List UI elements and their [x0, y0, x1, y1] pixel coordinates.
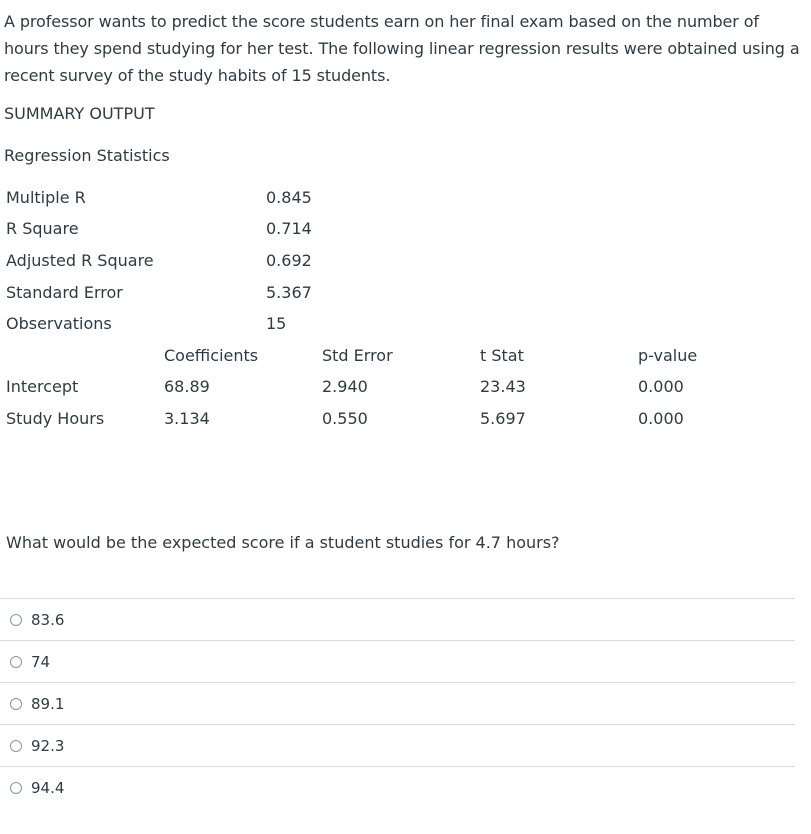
- coef-header-t-stat: t Stat: [480, 346, 524, 365]
- answer-choice[interactable]: [0, 598, 795, 640]
- coef-row-label-intercept: Intercept: [6, 377, 79, 396]
- stat-label-r-square: R Square: [6, 219, 79, 238]
- stat-label-observations: Observations: [6, 314, 112, 333]
- coef-intercept-p-value: 0.000: [638, 377, 684, 396]
- stat-value-standard-error: 5.367: [266, 283, 312, 302]
- stat-value-observations: 15: [266, 314, 287, 333]
- summary-output-title: SUMMARY OUTPUT: [4, 104, 155, 123]
- answer-choice[interactable]: [0, 640, 795, 682]
- question-intro: A professor wants to predict the score students earn on her final exam based on the number of hours they spend studying for her test. The following linear regression results were obtained using a recent survey of the study habits of 15 students.: [4, 12, 800, 85]
- answer-choice-label: 92.3: [31, 736, 65, 755]
- answer-choice-label: 83.6: [31, 610, 65, 629]
- radio-button[interactable]: [10, 782, 22, 794]
- radio-button[interactable]: [10, 740, 22, 752]
- coef-study-hours-std-error: 0.550: [322, 409, 368, 428]
- stat-value-multiple-r: 0.845: [266, 188, 312, 207]
- answer-choice[interactable]: [0, 766, 795, 808]
- coef-intercept-t-stat: 23.43: [480, 377, 526, 396]
- question-text: What would be the expected score if a student studies for 4.7 hours?: [6, 533, 560, 552]
- coef-intercept-std-error: 2.940: [322, 377, 368, 396]
- answer-choice-label: 94.4: [31, 778, 65, 797]
- coef-header-std-error: Std Error: [322, 346, 393, 365]
- answer-choice[interactable]: [0, 724, 795, 766]
- stat-value-r-square: 0.714: [266, 219, 312, 238]
- coef-study-hours-coefficient: 3.134: [164, 409, 210, 428]
- stat-value-adjusted-r-square: 0.692: [266, 251, 312, 270]
- answer-choice[interactable]: [0, 682, 795, 724]
- coef-intercept-coefficient: 68.89: [164, 377, 210, 396]
- answer-choices: [0, 598, 795, 808]
- answer-choice-label: 74: [31, 652, 51, 671]
- answer-choice-label: 89.1: [31, 694, 65, 713]
- radio-button[interactable]: [10, 656, 22, 668]
- radio-button[interactable]: [10, 614, 22, 626]
- coef-study-hours-t-stat: 5.697: [480, 409, 526, 428]
- coef-header-p-value: p-value: [638, 346, 698, 365]
- stat-label-multiple-r: Multiple R: [6, 188, 86, 207]
- coef-row-label-study-hours: Study Hours: [6, 409, 105, 428]
- regression-statistics-title: Regression Statistics: [4, 146, 170, 165]
- coef-header-coefficients: Coefficients: [164, 346, 259, 365]
- stat-label-adjusted-r-square: Adjusted R Square: [6, 251, 154, 270]
- coef-study-hours-p-value: 0.000: [638, 409, 684, 428]
- radio-button[interactable]: [10, 698, 22, 710]
- stat-label-standard-error: Standard Error: [6, 283, 123, 302]
